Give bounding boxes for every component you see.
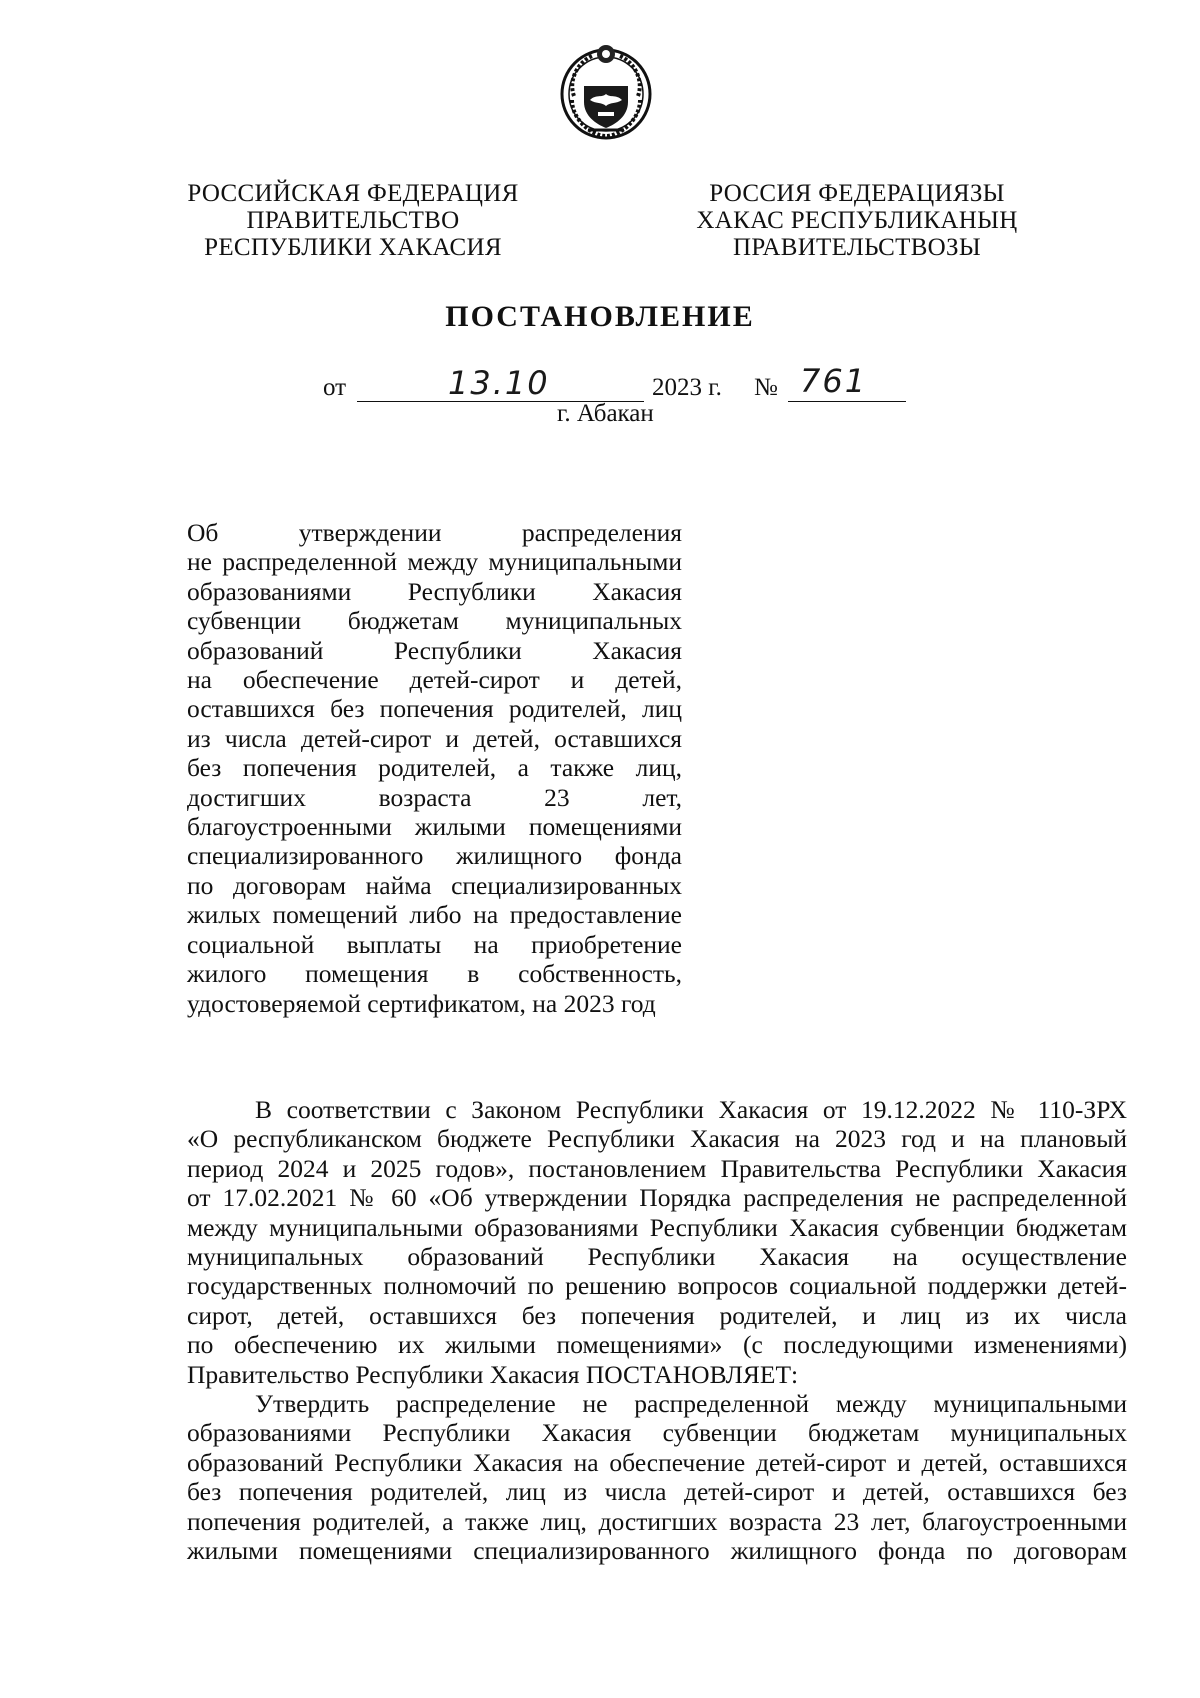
body-line: государственных полномочий по решению вопросов социальной поддержки детей- bbox=[187, 1271, 1127, 1301]
body-line: «О республиканском бюджете Республики Хакасия на 2023 год и на плановый bbox=[187, 1124, 1127, 1154]
subject-line: по договорам найма специализированных bbox=[187, 870, 682, 900]
subject-block bbox=[187, 518, 682, 1018]
body-line: без попечения родителей, лиц из числа детей-сирот и детей, оставшихся без bbox=[187, 1477, 1127, 1507]
subject-line: образованиями Республики Хакасия bbox=[187, 576, 682, 606]
date-from-label: от bbox=[323, 374, 347, 401]
body-line: от 17.02.2021 № 60 «Об утверждении Порядка распределения не распределенной bbox=[187, 1183, 1127, 1213]
body-line: муниципальных образований Республики Хакасия на осуществление bbox=[187, 1242, 1127, 1272]
body-line: период 2024 и 2025 годов», постановлением Правительства Республики Хакасия bbox=[187, 1153, 1127, 1183]
body-line: Утвердить распределение не распределенной между муниципальными bbox=[255, 1389, 1127, 1419]
header-left-block bbox=[183, 180, 523, 261]
subject-line: из числа детей-сирот и детей, оставшихся bbox=[187, 723, 682, 753]
header-left-line: ПРАВИТЕЛЬСТВО bbox=[246, 207, 460, 234]
subject-line: достигших возраста 23 лет, bbox=[187, 782, 682, 812]
subject-line: без попечения родителей, а также лиц, bbox=[187, 753, 682, 783]
subject-line: благоустроенными жилыми помещениями bbox=[187, 812, 682, 842]
subject-line: Об утверждении распределения bbox=[187, 518, 682, 547]
header-right-line: ПРАВИТЕЛЬСТВОЗЫ bbox=[733, 234, 981, 261]
subject-line: на обеспечение детей-сирот и детей, bbox=[187, 665, 682, 695]
number-handwritten: 761 bbox=[800, 362, 868, 400]
number-label: № bbox=[754, 374, 778, 401]
body-line: жилыми помещениями специализированного жилищного фонда по договорам bbox=[187, 1536, 1127, 1566]
subject-line: удостоверяемой сертификатом, на 2023 год bbox=[187, 988, 656, 1018]
body-line: образованиями Республики Хакасия субвенции бюджетам муниципальных bbox=[187, 1418, 1127, 1448]
body-text bbox=[187, 1095, 1127, 1566]
header-left-line: РОССИЙСКАЯ ФЕДЕРАЦИЯ bbox=[187, 180, 519, 207]
number-underline bbox=[788, 401, 906, 402]
dateline bbox=[0, 362, 1200, 404]
header-right-line: РОССИЯ ФЕДЕРАЦИЯЗЫ bbox=[709, 180, 1005, 207]
city-label: г. Абакан bbox=[557, 400, 654, 427]
document-title: ПОСТАНОВЛЕНИЕ bbox=[445, 300, 755, 333]
subject-line: образований Республики Хакасия bbox=[187, 635, 682, 665]
body-line: между муниципальными образованиями Республики Хакасия субвенции бюджетам bbox=[187, 1212, 1127, 1242]
date-handwritten: 13.10 bbox=[448, 364, 550, 402]
subject-line: жилых помещений либо на предоставление bbox=[187, 900, 682, 930]
subject-line: жилого помещения в собственность, bbox=[187, 959, 682, 989]
header-right-block bbox=[687, 180, 1027, 261]
body-line: образований Республики Хакасия на обеспечение детей-сирот и детей, оставшихся bbox=[187, 1447, 1127, 1477]
body-line: сирот, детей, оставшихся без попечения родителей, и лиц из их числа bbox=[187, 1300, 1127, 1330]
subject-line: специализированного жилищного фонда bbox=[187, 841, 682, 871]
header-right-line: ХАКАС РЕСПУБЛИКАНЫҢ bbox=[696, 207, 1018, 234]
subject-line: оставшихся без попечения родителей, лиц bbox=[187, 694, 682, 724]
body-line: В соответствии с Законом Республики Хакасия от 19.12.2022 № 110-ЗРХ bbox=[255, 1095, 1127, 1124]
subject-line: социальной выплаты на приобретение bbox=[187, 929, 682, 959]
year-label: 2023 г. bbox=[652, 374, 722, 401]
header-left-line: РЕСПУБЛИКИ ХАКАСИЯ bbox=[204, 234, 502, 261]
body-line: попечения родителей, а также лиц, достигших возраста 23 лет, благоустроенными bbox=[187, 1506, 1127, 1536]
subject-line: субвенции бюджетам муниципальных bbox=[187, 606, 682, 636]
body-line: Правительство Республики Хакасия ПОСТАНОВЛЯЕТ: bbox=[187, 1359, 799, 1389]
subject-line: не распределенной между муниципальными bbox=[187, 547, 682, 577]
body-line: по обеспечению их жилыми помещениями» (с последующими изменениями) bbox=[187, 1330, 1127, 1360]
coat-of-arms-emblem bbox=[558, 40, 654, 144]
